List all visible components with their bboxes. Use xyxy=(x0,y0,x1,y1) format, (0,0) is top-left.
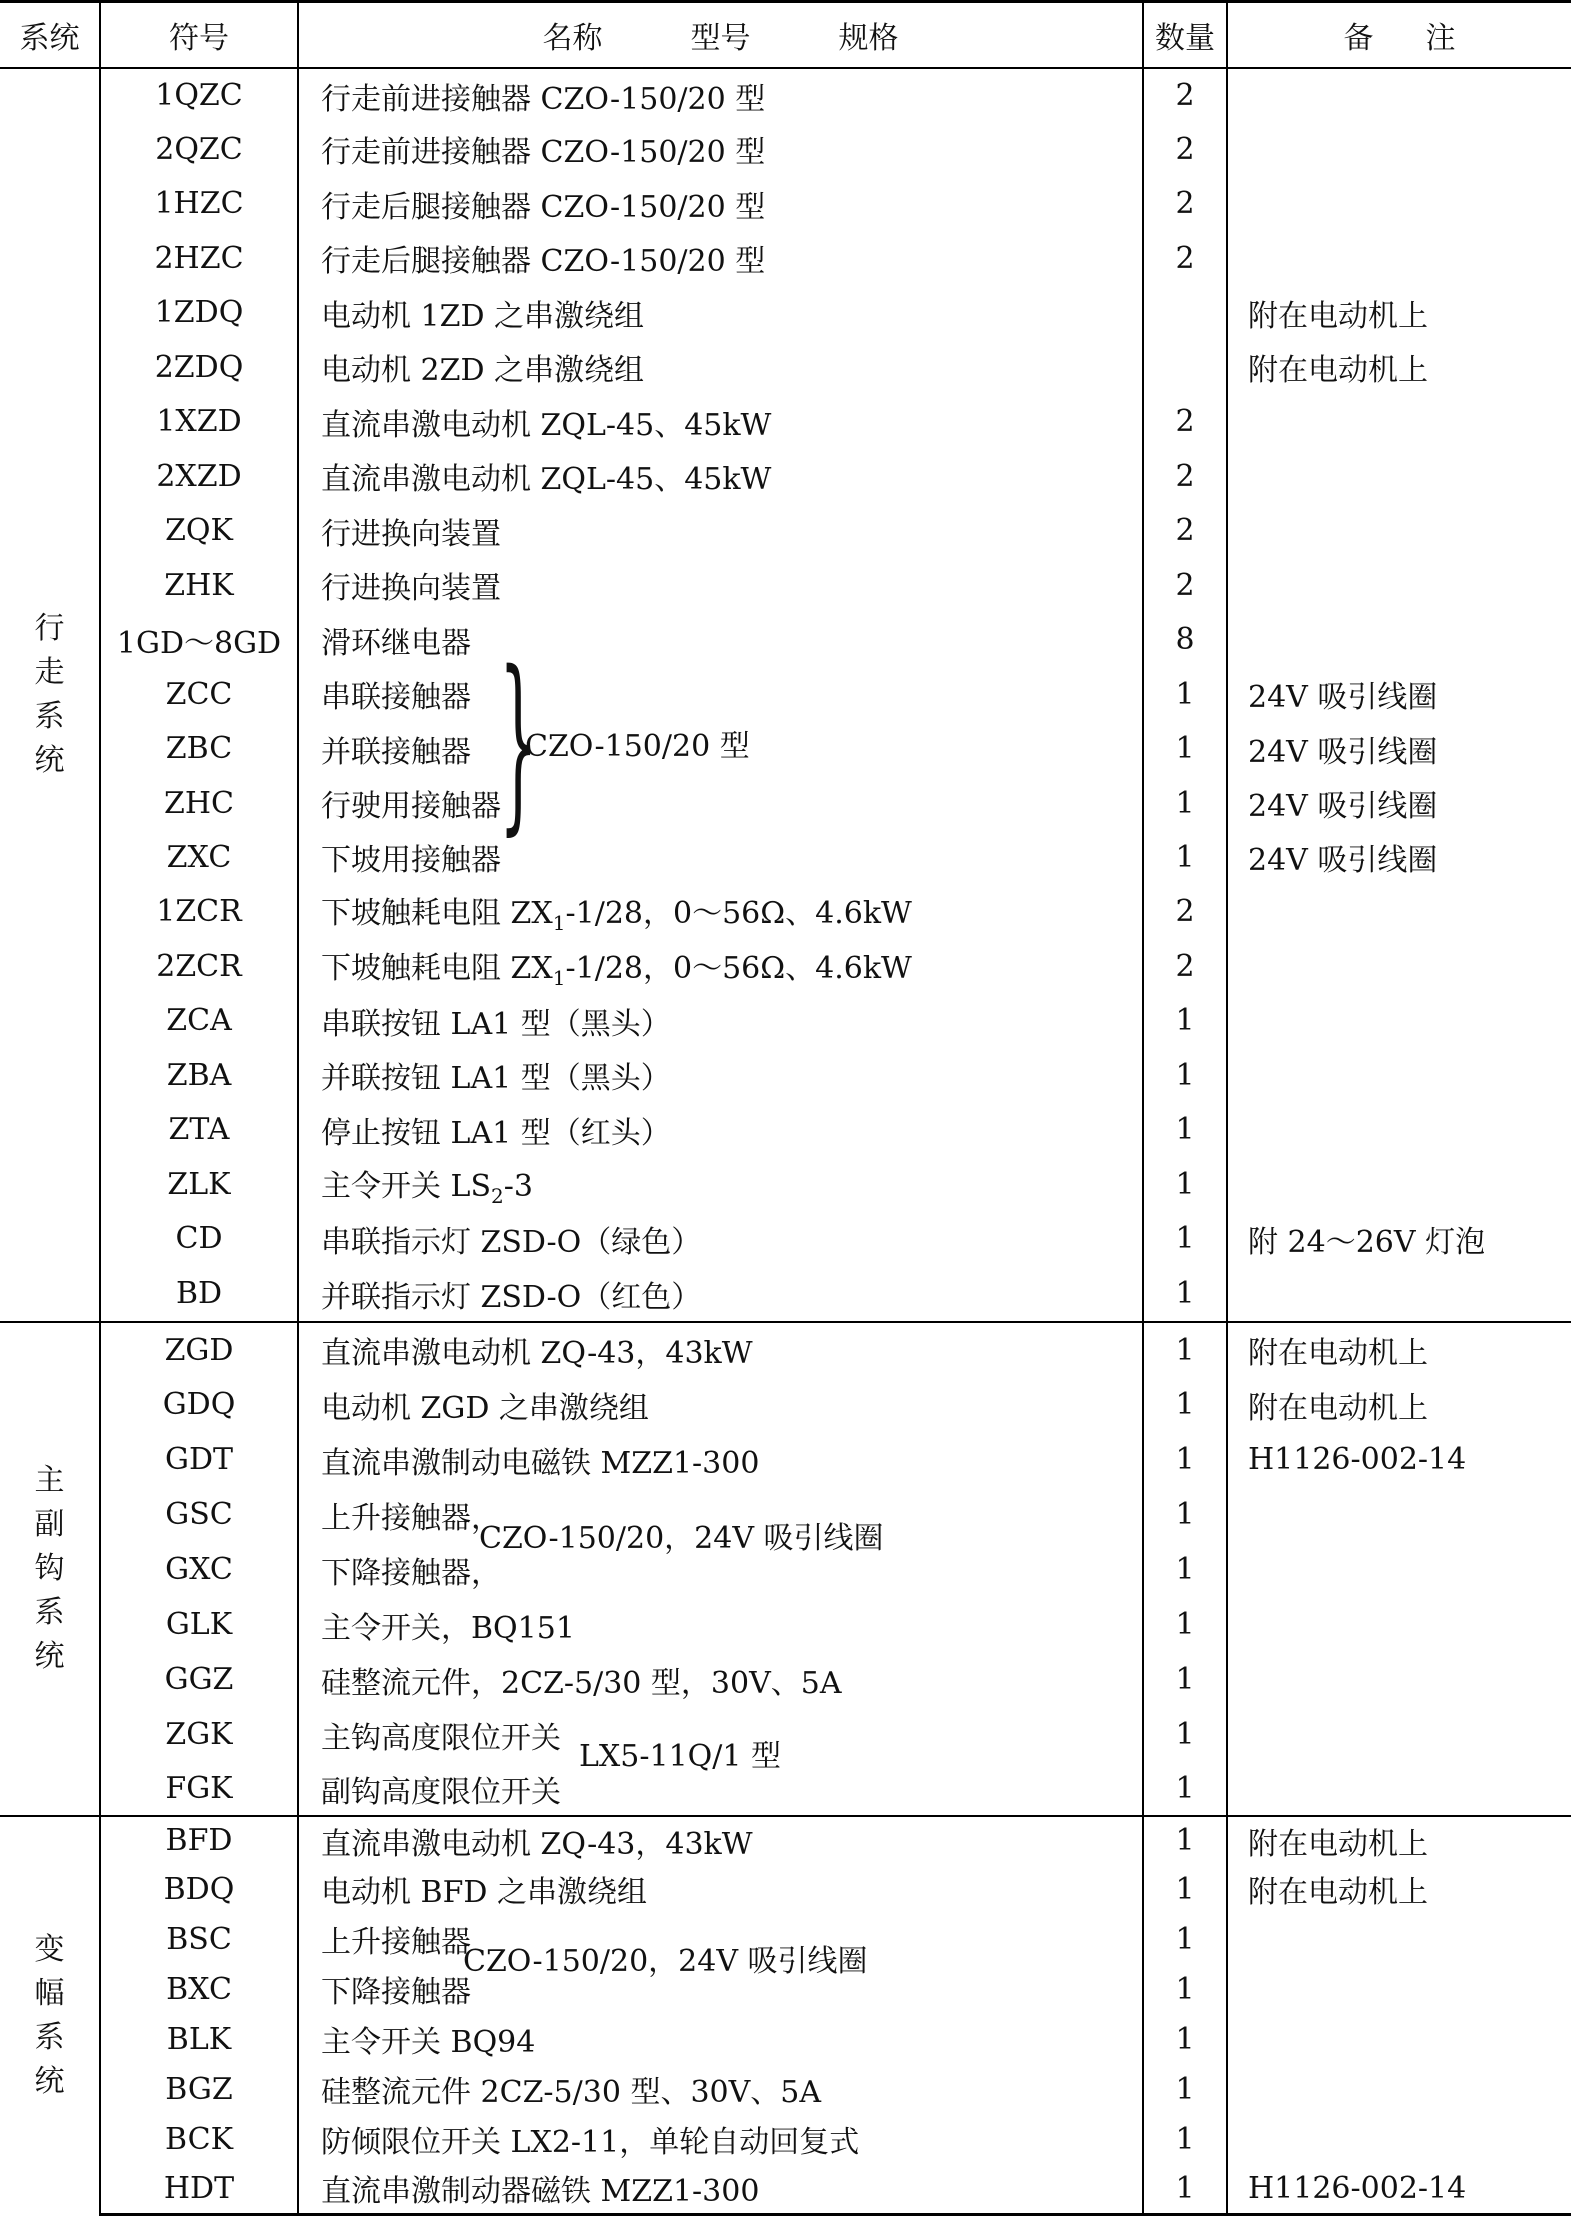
header-symbol: 符号 xyxy=(100,2,298,69)
name-cell xyxy=(298,1048,1143,1102)
symbol-cell: FGK xyxy=(100,1762,298,1816)
symbol-cell: 1QZC xyxy=(100,68,298,122)
name-text: 副钩高度限位开关 xyxy=(321,1774,561,1810)
name-cell xyxy=(298,1432,1143,1487)
table-row xyxy=(0,1432,1571,1487)
quantity-cell: 1 xyxy=(1143,1964,1227,2014)
note-cell xyxy=(1227,1597,1571,1652)
table-row xyxy=(0,1157,1571,1211)
symbol-cell: ZQK xyxy=(100,503,298,558)
symbol-cell: 1GD～8GD xyxy=(100,612,298,667)
table-row xyxy=(0,1542,1571,1597)
name-cell xyxy=(298,1157,1143,1211)
header-row xyxy=(0,2,1571,69)
quantity-cell: 1 xyxy=(1143,1487,1227,1542)
note-cell xyxy=(1227,1048,1571,1102)
table-row xyxy=(0,394,1571,449)
quantity-cell: 1 xyxy=(1143,1762,1227,1816)
quantity-cell: 2 xyxy=(1143,68,1227,122)
note-cell xyxy=(1227,1102,1571,1157)
table-row xyxy=(0,1048,1571,1102)
header-name-part: 规格 xyxy=(838,21,899,56)
name-cell xyxy=(298,285,1143,340)
quantity-cell: 2 xyxy=(1143,394,1227,449)
name-cell xyxy=(298,68,1143,122)
name-text: 行走后腿接触器 CZO-150/20 型 xyxy=(321,189,766,225)
name-cell xyxy=(298,721,1143,776)
note-cell: 附在电动机上 xyxy=(1248,298,1428,334)
quantity-cell: 1 xyxy=(1143,1048,1227,1102)
table-row xyxy=(0,667,1571,721)
note-cell xyxy=(1227,884,1571,939)
name-cell xyxy=(298,1211,1143,1266)
name-cell xyxy=(298,1542,1143,1597)
quantity-cell: 2 xyxy=(1143,884,1227,939)
header-note-part: 注 xyxy=(1425,21,1456,56)
name-text: 行走后腿接触器 CZO-150/20 型 xyxy=(321,244,766,279)
table-row xyxy=(0,1864,1571,1914)
note-cell: 24V 吸引线圈 xyxy=(1248,789,1438,824)
quantity-cell: 1 xyxy=(1143,2014,1227,2064)
name-text: 行进换向装置 xyxy=(321,516,501,552)
note-cell: H1126-002-14 xyxy=(1248,1442,1467,1477)
table-row xyxy=(0,884,1571,939)
note-cell xyxy=(1227,1762,1571,1816)
quantity-cell: 1 xyxy=(1143,667,1227,721)
table-row xyxy=(0,285,1571,340)
note-cell xyxy=(1227,1542,1571,1597)
note-cell xyxy=(1227,1964,1571,2014)
name-text: 硅整流元件 2CZ-5/30 型、30V、5A xyxy=(321,2075,822,2110)
note-cell xyxy=(1227,394,1571,449)
table-row xyxy=(0,122,1571,176)
table-row xyxy=(0,558,1571,612)
note-cell: 附 24～26V 灯泡 xyxy=(1248,1224,1486,1260)
note-cell: 24V 吸引线圈 xyxy=(1248,843,1438,878)
name-text: 下坡触耗电阻 ZX xyxy=(321,950,553,986)
header-system: 系统 xyxy=(0,2,100,69)
quantity-cell: 1 xyxy=(1143,1914,1227,1964)
system-name: 行走系统 xyxy=(34,611,65,778)
system-cell xyxy=(0,1322,100,1816)
name-cell xyxy=(298,231,1143,285)
quantity-cell: 1 xyxy=(1143,1597,1227,1652)
name-text: 下降接触器， xyxy=(321,1555,501,1591)
name-text: 直流串激电动机 ZQL-45、45kW xyxy=(321,462,772,497)
table-row xyxy=(0,993,1571,1048)
name-cell xyxy=(298,1266,1143,1322)
quantity-cell: 1 xyxy=(1143,830,1227,884)
table-row xyxy=(0,503,1571,558)
group-hook xyxy=(0,1322,1571,1816)
system-name: 变幅系统 xyxy=(34,1931,65,2099)
quantity-cell: 1 xyxy=(1143,1102,1227,1157)
group-travel xyxy=(0,68,1571,1322)
symbol-cell: ZCC xyxy=(100,667,298,721)
note-cell: 24V 吸引线圈 xyxy=(1248,734,1438,770)
note-cell: 附在电动机上 xyxy=(1248,1875,1428,1910)
name-text: 并联指示灯 ZSD-O（红色） xyxy=(321,1279,702,1315)
shared-model-text: CZO-150/20，24V 吸引线圈 xyxy=(463,1944,868,1979)
symbol-cell: 2ZCR xyxy=(100,939,298,993)
table-row xyxy=(0,1597,1571,1652)
table-row xyxy=(0,449,1571,503)
symbol-cell: ZBA xyxy=(100,1048,298,1102)
header-name xyxy=(298,2,1143,69)
name-cell xyxy=(298,2014,1143,2064)
quantity-cell: 1 xyxy=(1143,993,1227,1048)
quantity-cell: 2 xyxy=(1143,939,1227,993)
symbol-cell: BFD xyxy=(100,1816,298,1864)
note-cell xyxy=(1227,1914,1571,1964)
name-text: 行走前进接触器 CZO-150/20 型 xyxy=(321,135,766,170)
name-text: 滑环继电器 xyxy=(321,625,471,661)
name-cell xyxy=(298,1487,1143,1556)
table-row xyxy=(0,2064,1571,2114)
name-cell xyxy=(298,993,1143,1048)
name-cell xyxy=(298,612,1143,667)
table-row xyxy=(0,1487,1571,1542)
name-text: 直流串激电动机 ZQL-45、45kW xyxy=(321,407,772,443)
name-cell xyxy=(298,1864,1143,1914)
note-cell: 附在电动机上 xyxy=(1227,1816,1571,1864)
name-cell xyxy=(298,1914,1143,1979)
table-row xyxy=(0,939,1571,993)
quantity-cell: 1 xyxy=(1143,2064,1227,2114)
quantity-cell: 1 xyxy=(1143,1864,1227,1914)
quantity-cell: 1 xyxy=(1143,1157,1227,1211)
note-cell: 附在电动机上 xyxy=(1248,353,1428,388)
quantity-cell xyxy=(1143,285,1227,340)
name-text: 硅整流元件，2CZ-5/30 型，30V、5A xyxy=(321,1665,842,1701)
symbol-cell: 1HZC xyxy=(100,176,298,231)
symbol-cell: BXC xyxy=(100,1964,298,2014)
name-cell xyxy=(298,884,1143,939)
note-cell xyxy=(1227,2114,1571,2164)
symbol-cell: CD xyxy=(100,1211,298,1266)
header-quantity: 数量 xyxy=(1143,2,1227,69)
name-text: 停止按钮 LA1 型（红头） xyxy=(321,1115,671,1151)
name-text: 电动机 ZGD 之串激绕组 xyxy=(321,1390,649,1426)
name-text: 上升接触器 xyxy=(321,1925,471,1960)
quantity-cell: 1 xyxy=(1143,1707,1227,1762)
table-row xyxy=(0,2014,1571,2064)
note-cell xyxy=(1227,612,1571,667)
quantity-cell: 2 xyxy=(1143,231,1227,285)
name-text: 串联指示灯 ZSD-O（绿色） xyxy=(321,1224,702,1260)
table-row xyxy=(0,1964,1571,2014)
table-row xyxy=(0,1914,1571,1964)
name-text: 直流串激电动机 ZQ-43，43kW xyxy=(321,1336,753,1371)
shared-model-text: CZO-150/20 型 xyxy=(525,729,750,764)
name-text: 电动机 2ZD 之串激绕组 xyxy=(321,353,645,388)
table-row xyxy=(0,612,1571,667)
symbol-cell: GLK xyxy=(100,1597,298,1652)
symbol-cell: ZXC xyxy=(100,830,298,884)
quantity-cell: 1 xyxy=(1143,1211,1227,1266)
note-cell xyxy=(1227,558,1571,612)
name-cell xyxy=(298,1762,1143,1816)
name-text: 串联接触器 xyxy=(321,680,471,715)
symbol-cell: BD xyxy=(100,1266,298,1322)
name-cell xyxy=(298,776,1143,830)
quantity-cell: 1 xyxy=(1143,776,1227,830)
quantity-cell: 2 xyxy=(1143,122,1227,176)
note-cell: 24V 吸引线圈 xyxy=(1248,680,1438,715)
name-cell xyxy=(298,1652,1143,1707)
quantity-cell: 1 xyxy=(1143,1542,1227,1597)
table-row xyxy=(0,1762,1571,1816)
name-cell xyxy=(298,176,1143,231)
name-cell xyxy=(298,449,1143,503)
symbol-cell: ZHC xyxy=(100,776,298,830)
symbol-cell: BDQ xyxy=(100,1864,298,1914)
name-text: 直流串激电动机 ZQ-43，43kW xyxy=(321,1826,753,1862)
name-text: 行走前进接触器 CZO-150/20 型 xyxy=(321,81,766,117)
table-row xyxy=(0,1266,1571,1322)
name-text: 电动机 BFD 之串激绕组 xyxy=(321,1875,647,1910)
name-cell xyxy=(298,1964,1143,2014)
quantity-cell: 2 xyxy=(1143,176,1227,231)
note-cell: H1126-002-14 xyxy=(1227,2164,1571,2214)
name-cell xyxy=(298,1707,1143,1774)
note-cell xyxy=(1227,68,1571,122)
quantity-cell: 2 xyxy=(1143,558,1227,612)
name-cell xyxy=(298,939,1143,993)
symbol-cell: BCK xyxy=(100,2114,298,2164)
quantity-cell: 1 xyxy=(1143,1816,1227,1864)
header-name-part: 名称 xyxy=(542,21,603,56)
name-text-rest: -3 xyxy=(503,1168,533,1204)
name-cell xyxy=(298,830,1143,884)
name-text: 主钩高度限位开关 xyxy=(321,1720,561,1756)
name-text: 并联接触器 xyxy=(321,734,471,770)
symbol-cell: 2ZDQ xyxy=(100,340,298,394)
shared-model-text: CZO-150/20，24V 吸引线圈 xyxy=(479,1521,884,1556)
symbol-cell: ZCA xyxy=(100,993,298,1048)
table-row xyxy=(0,1377,1571,1432)
symbol-cell: 1XZD xyxy=(100,394,298,449)
name-text: 电动机 1ZD 之串激绕组 xyxy=(321,298,645,334)
name-text: 防倾限位开关 LX2-11，单轮自动回复式 xyxy=(321,2125,860,2160)
symbol-cell: 2QZC xyxy=(100,122,298,176)
table-row xyxy=(0,1102,1571,1157)
quantity-cell: 2 xyxy=(1143,503,1227,558)
name-subscript: 1 xyxy=(552,911,566,935)
name-subscript: 2 xyxy=(491,1183,504,1208)
symbol-cell: BLK xyxy=(100,2014,298,2064)
name-cell xyxy=(298,1322,1143,1377)
system-cell xyxy=(0,68,100,1322)
name-cell xyxy=(298,1102,1143,1157)
symbol-cell: GSC xyxy=(100,1487,298,1542)
note-cell xyxy=(1227,122,1571,176)
name-text: 下坡用接触器 xyxy=(321,843,501,878)
system-cell xyxy=(0,1816,100,2214)
note-cell xyxy=(1227,2014,1571,2064)
symbol-cell: GDT xyxy=(100,1432,298,1487)
shared-model-text: LX5-11Q/1 型 xyxy=(579,1739,782,1774)
name-cell xyxy=(298,394,1143,449)
right-brace-icon: } xyxy=(499,631,538,852)
name-cell xyxy=(298,122,1143,176)
symbol-cell: HDT xyxy=(100,2164,298,2214)
table-row xyxy=(0,1816,1571,1864)
table-row xyxy=(0,2164,1571,2214)
system-name: 主副钩系统 xyxy=(34,1463,65,1674)
note-cell xyxy=(1227,1652,1571,1707)
name-cell xyxy=(298,503,1143,558)
note-cell xyxy=(1227,449,1571,503)
symbol-cell: ZGD xyxy=(100,1322,298,1377)
quantity-cell: 1 xyxy=(1143,2164,1227,2214)
header-note-part: 备 xyxy=(1343,21,1374,56)
note-cell xyxy=(1227,1707,1571,1762)
note-cell: 附在电动机上 xyxy=(1248,1390,1428,1426)
note-cell xyxy=(1227,939,1571,993)
name-text: 主令开关，BQ151 xyxy=(321,1610,575,1646)
quantity-cell: 1 xyxy=(1143,1322,1227,1377)
symbol-cell: ZBC xyxy=(100,721,298,776)
header-note xyxy=(1227,2,1571,69)
name-cell xyxy=(298,1816,1143,1864)
quantity-cell: 8 xyxy=(1143,612,1227,667)
table-row xyxy=(0,1707,1571,1762)
table-row xyxy=(0,176,1571,231)
name-cell xyxy=(298,2064,1143,2114)
quantity-cell: 1 xyxy=(1143,1652,1227,1707)
name-cell xyxy=(298,1597,1143,1652)
symbol-cell: GXC xyxy=(100,1542,298,1597)
table-row xyxy=(0,68,1571,122)
quantity-cell xyxy=(1143,340,1227,394)
quantity-cell: 1 xyxy=(1143,1432,1227,1487)
name-cell xyxy=(298,1377,1143,1432)
note-cell xyxy=(1227,993,1571,1048)
note-cell xyxy=(1227,503,1571,558)
symbol-cell: ZTA xyxy=(100,1102,298,1157)
header-name-part: 型号 xyxy=(690,21,751,56)
symbol-cell: BGZ xyxy=(100,2064,298,2114)
name-text: 串联按钮 LA1 型（黑头） xyxy=(321,1006,671,1042)
table-row xyxy=(0,340,1571,394)
table-row xyxy=(0,1322,1571,1377)
quantity-cell: 1 xyxy=(1143,1266,1227,1322)
name-cell xyxy=(298,558,1143,612)
name-text-rest: -1/28，0～56Ω、4.6kW xyxy=(565,950,912,986)
note-cell: 附在电动机上 xyxy=(1227,1322,1571,1377)
symbol-cell: ZHK xyxy=(100,558,298,612)
name-text: 行驶用接触器 xyxy=(321,789,501,824)
name-text: 上升接触器， xyxy=(321,1500,501,1536)
note-cell xyxy=(1227,1266,1571,1322)
table-row xyxy=(0,1211,1571,1266)
symbol-cell: GGZ xyxy=(100,1652,298,1707)
symbol-cell: 1ZDQ xyxy=(100,285,298,340)
symbol-cell: BSC xyxy=(100,1914,298,1964)
symbol-cell: 2HZC xyxy=(100,231,298,285)
table-row xyxy=(0,721,1571,776)
name-cell xyxy=(298,2164,1143,2214)
symbol-cell: 1ZCR xyxy=(100,884,298,939)
name-text: 行进换向装置 xyxy=(321,571,501,606)
name-text: 直流串激制动电磁铁 MZZ1-300 xyxy=(321,1445,760,1481)
name-subscript: 1 xyxy=(552,965,566,990)
quantity-cell: 2 xyxy=(1143,449,1227,503)
table-row xyxy=(0,2114,1571,2164)
symbol-cell: 2XZD xyxy=(100,449,298,503)
name-text-rest: -1/28，0～56Ω、4.6kW xyxy=(565,896,912,931)
name-cell xyxy=(298,2114,1143,2164)
note-cell xyxy=(1227,176,1571,231)
quantity-cell: 1 xyxy=(1143,2114,1227,2164)
symbol-cell: ZGK xyxy=(100,1707,298,1762)
symbol-cell: GDQ xyxy=(100,1377,298,1432)
table-row xyxy=(0,231,1571,285)
name-text: 主令开关 LS xyxy=(321,1168,492,1204)
note-cell xyxy=(1227,231,1571,285)
quantity-cell: 1 xyxy=(1143,721,1227,776)
note-cell xyxy=(1227,1157,1571,1211)
name-text: 主令开关 BQ94 xyxy=(321,2025,536,2060)
group-luffing xyxy=(0,1816,1571,2214)
name-text: 下降接触器 xyxy=(321,1975,471,2010)
name-text: 并联按钮 LA1 型（黑头） xyxy=(321,1061,671,1096)
table-row xyxy=(0,776,1571,830)
note-cell xyxy=(1227,1487,1571,1542)
name-text: 直流串激制动器磁铁 MZZ1-300 xyxy=(321,2174,760,2210)
table-row xyxy=(0,830,1571,884)
quantity-cell: 1 xyxy=(1143,1377,1227,1432)
table-row xyxy=(0,1652,1571,1707)
note-cell xyxy=(1227,2064,1571,2114)
name-text: 下坡触耗电阻 ZX xyxy=(321,896,553,931)
symbol-cell: ZLK xyxy=(100,1157,298,1211)
name-cell xyxy=(298,340,1143,394)
